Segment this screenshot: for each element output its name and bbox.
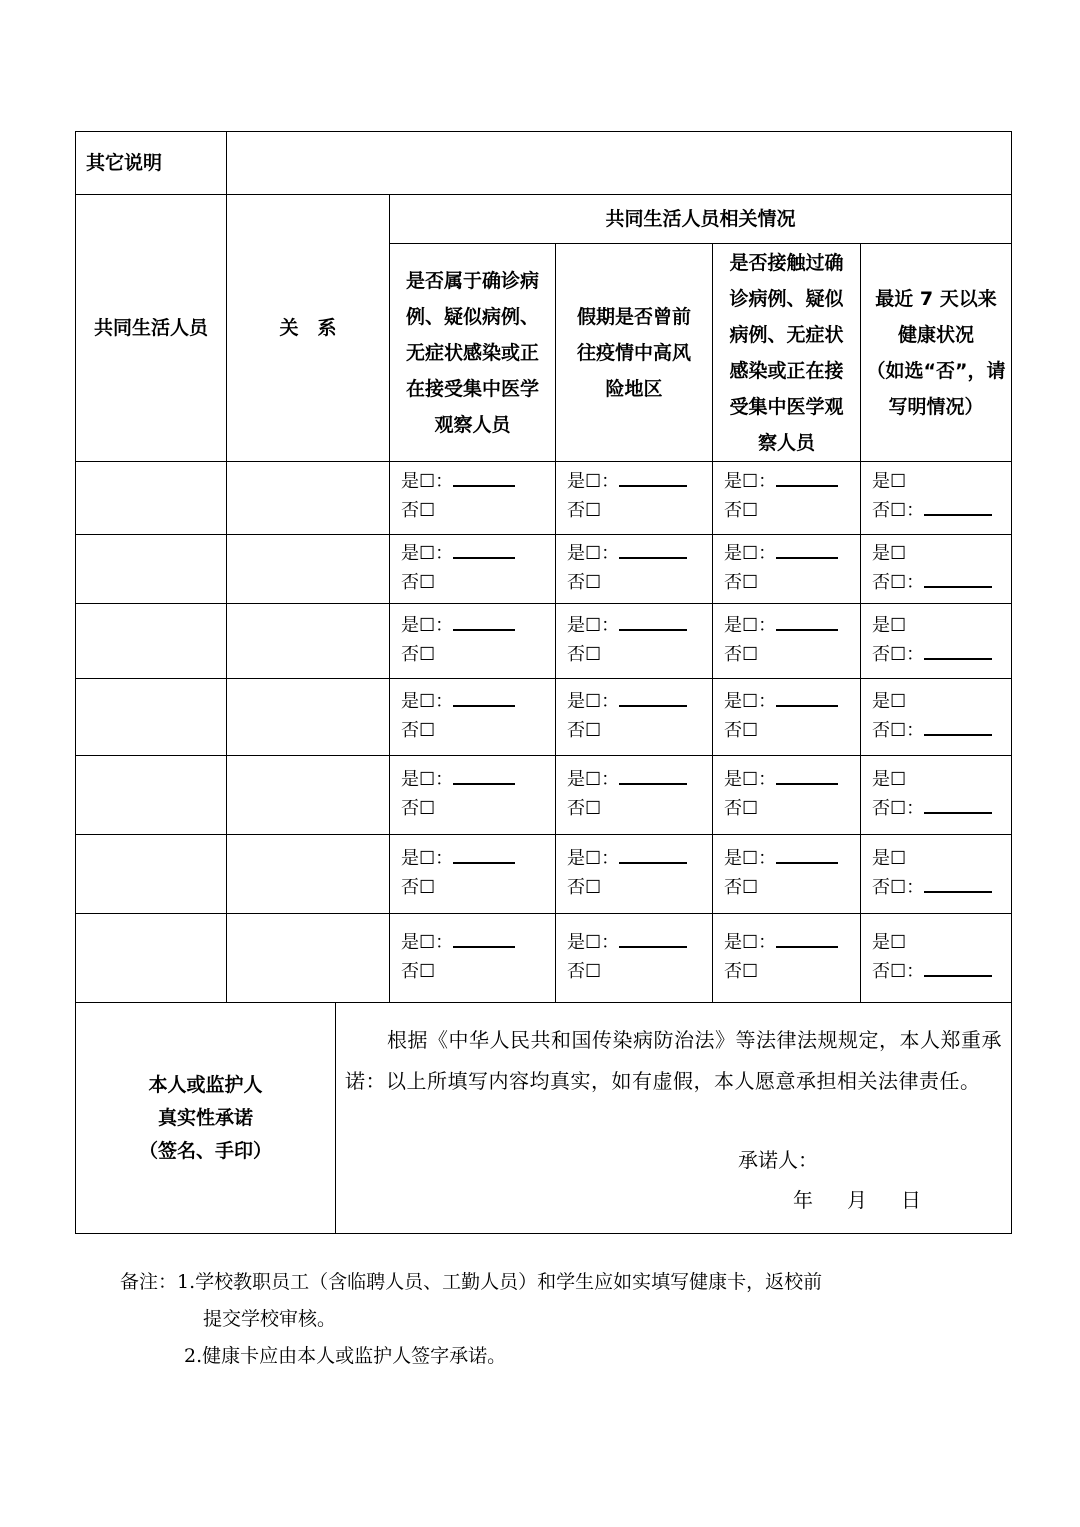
header-line: 是否属于确诊病 — [405, 269, 539, 292]
yes-checkbox-label: 是☐： — [724, 471, 777, 492]
table-border-right — [1011, 131, 1012, 1234]
no-option[interactable] — [872, 641, 992, 669]
member-name-field[interactable] — [76, 929, 226, 989]
yes-checkbox-label: 是☐： — [567, 543, 620, 564]
pledge-label — [76, 1003, 335, 1233]
yes-option[interactable] — [872, 766, 906, 794]
yes-option[interactable] — [567, 612, 687, 640]
no-option[interactable] — [567, 717, 601, 745]
no-option[interactable] — [401, 795, 435, 823]
no-checkbox-label: 否☐ — [567, 877, 602, 898]
header-line: 观察人员 — [434, 413, 511, 436]
yes-option[interactable] — [872, 468, 906, 496]
fill-in-blank[interactable] — [776, 846, 838, 864]
fill-in-blank[interactable] — [619, 846, 687, 864]
header-line: 察人员 — [757, 431, 815, 454]
day-label: 日 — [901, 1188, 921, 1212]
remarks — [120, 1264, 822, 1375]
year-label: 年 — [793, 1188, 813, 1212]
header-line: 健康状况 — [897, 323, 974, 346]
yes-option[interactable] — [724, 540, 838, 568]
yes-option[interactable] — [872, 612, 906, 640]
fill-in-blank[interactable] — [924, 642, 992, 660]
relation-field[interactable] — [227, 929, 389, 989]
remark-line-1: 备注：1.学校教职员工（含临聘人员、工勤人员）和学生应如实填写健康卡，返校前 — [120, 1271, 823, 1293]
no-checkbox-label: 否☐ — [401, 500, 436, 521]
no-option[interactable] — [872, 569, 992, 597]
yes-checkbox-label: 是☐： — [401, 691, 454, 712]
table-border-bottom — [75, 1233, 1012, 1234]
no-option[interactable] — [724, 497, 758, 525]
no-checkbox-label: 否☐： — [872, 644, 925, 665]
no-checkbox-label: 否☐： — [872, 500, 925, 521]
relation-field[interactable] — [227, 468, 389, 528]
no-checkbox-label: 否☐ — [567, 798, 602, 819]
no-checkbox-label: 否☐ — [401, 798, 436, 819]
fill-in-blank[interactable] — [453, 930, 515, 948]
yes-option[interactable] — [724, 929, 838, 957]
fill-in-blank[interactable] — [924, 959, 992, 977]
yes-checkbox-label: 是☐： — [567, 769, 620, 790]
no-checkbox-label: 否☐： — [872, 798, 925, 819]
yes-checkbox-label: 是☐： — [401, 471, 454, 492]
no-option[interactable] — [567, 497, 601, 525]
header-line: 假期是否曾前 — [576, 305, 691, 328]
header-line: 往疫情中高风 — [576, 341, 691, 364]
pledge-label-line: 本人或监护人 — [148, 1073, 263, 1096]
yes-checkbox-label: 是☐： — [401, 543, 454, 564]
yes-checkbox-label: 是☐： — [567, 691, 620, 712]
no-checkbox-label: 否☐ — [724, 720, 759, 741]
no-option[interactable] — [724, 641, 758, 669]
fill-in-blank[interactable] — [776, 469, 838, 487]
no-option[interactable] — [872, 717, 992, 745]
table-line — [75, 755, 1012, 756]
yes-checkbox-label: 是☐： — [567, 615, 620, 636]
yes-option[interactable] — [567, 540, 687, 568]
relation-field[interactable] — [227, 845, 389, 905]
fill-in-blank[interactable] — [619, 930, 687, 948]
header-line: （如选“否”，请 — [866, 359, 1006, 382]
yes-option[interactable] — [724, 766, 838, 794]
no-option[interactable] — [567, 874, 601, 902]
relation-header: 关 系 — [279, 317, 337, 339]
no-checkbox-label: 否☐ — [401, 961, 436, 982]
yes-option[interactable] — [401, 468, 515, 496]
fill-in-blank[interactable] — [453, 541, 515, 559]
pledge-label-line: （签名、手印） — [138, 1139, 272, 1162]
no-option[interactable] — [567, 641, 601, 669]
yes-checkbox-label: 是☐： — [401, 769, 454, 790]
header-line: 受集中医学观 — [729, 395, 844, 418]
member-name-field[interactable] — [76, 468, 226, 528]
no-option[interactable] — [401, 874, 435, 902]
yes-checkbox-label: 是☐ — [872, 769, 907, 790]
yes-checkbox-label: 是☐ — [872, 615, 907, 636]
fill-in-blank[interactable] — [776, 930, 838, 948]
household-member-header: 共同生活人员 — [93, 317, 208, 339]
yes-checkbox-label: 是☐： — [567, 848, 620, 869]
no-checkbox-label: 否☐ — [724, 961, 759, 982]
yes-checkbox-label: 是☐： — [401, 615, 454, 636]
member-name-field[interactable] — [76, 766, 226, 826]
yes-checkbox-label: 是☐： — [724, 691, 777, 712]
no-option[interactable] — [567, 958, 601, 986]
table-line — [75, 461, 1012, 462]
no-checkbox-label: 否☐ — [724, 500, 759, 521]
yes-option[interactable] — [567, 468, 687, 496]
remark-line-2: 提交学校审核。 — [203, 1308, 337, 1330]
table-line — [75, 534, 1012, 535]
yes-checkbox-label: 是☐： — [401, 848, 454, 869]
fill-in-blank[interactable] — [453, 469, 515, 487]
yes-option[interactable] — [567, 766, 687, 794]
yes-option[interactable] — [724, 468, 838, 496]
no-checkbox-label: 否☐ — [401, 644, 436, 665]
no-checkbox-label: 否☐： — [872, 720, 925, 741]
pledge-label-line: 真实性承诺 — [157, 1106, 253, 1129]
yes-option[interactable] — [401, 845, 515, 873]
yes-checkbox-label: 是☐： — [401, 932, 454, 953]
header-line: 写明情况） — [888, 395, 984, 418]
yes-checkbox-label: 是☐： — [724, 932, 777, 953]
header-line: 例、疑似病例、 — [405, 305, 539, 328]
yes-checkbox-label: 是☐： — [567, 932, 620, 953]
contact-history-header — [713, 244, 860, 461]
no-checkbox-label: 否☐ — [567, 720, 602, 741]
no-option[interactable] — [724, 569, 758, 597]
yes-option[interactable] — [872, 540, 906, 568]
no-option[interactable] — [401, 569, 435, 597]
related-situation-header: 共同生活人员相关情况 — [605, 208, 796, 230]
no-option[interactable] — [872, 795, 992, 823]
yes-option[interactable] — [567, 929, 687, 957]
signer-label: 承诺人： — [738, 1148, 818, 1172]
yes-option[interactable] — [401, 540, 515, 568]
member-name-field[interactable] — [76, 540, 226, 600]
no-option[interactable] — [401, 497, 435, 525]
member-name-field[interactable] — [76, 612, 226, 672]
no-checkbox-label: 否☐ — [724, 644, 759, 665]
no-option[interactable] — [401, 958, 435, 986]
yes-checkbox-label: 是☐ — [872, 691, 907, 712]
no-checkbox-label: 否☐ — [567, 644, 602, 665]
no-option[interactable] — [401, 641, 435, 669]
yes-option[interactable] — [724, 845, 838, 873]
fill-in-blank[interactable] — [924, 796, 992, 814]
yes-option[interactable] — [567, 845, 687, 873]
yes-checkbox-label: 是☐ — [872, 471, 907, 492]
no-option[interactable] — [401, 717, 435, 745]
fill-in-blank[interactable] — [619, 469, 687, 487]
no-option[interactable] — [567, 569, 601, 597]
yes-checkbox-label: 是☐ — [872, 543, 907, 564]
fill-in-blank[interactable] — [619, 767, 687, 785]
header-line: 感染或正在接 — [729, 359, 844, 382]
other-notes-field[interactable] — [227, 132, 1011, 194]
no-checkbox-label: 否☐ — [724, 877, 759, 898]
pledge-text: 根据《中华人民共和国传染病防治法》等法律法规规定，本人郑重承诺：以上所填写内容均真实，如有虚假，本人愿意承担相关法律责任。 — [345, 1028, 1002, 1093]
yes-option[interactable] — [872, 929, 906, 957]
header-line: 在接受集中医学 — [405, 377, 539, 400]
yes-option[interactable] — [401, 612, 515, 640]
no-checkbox-label: 否☐ — [567, 961, 602, 982]
fill-in-blank[interactable] — [453, 846, 515, 864]
fill-in-blank[interactable] — [776, 689, 838, 707]
fill-in-blank[interactable] — [776, 613, 838, 631]
yes-option[interactable] — [401, 929, 515, 957]
table-line — [75, 678, 1012, 679]
table-line — [75, 834, 1012, 835]
yes-checkbox-label: 是☐： — [724, 769, 777, 790]
fill-in-blank[interactable] — [619, 689, 687, 707]
month-label: 月 — [847, 1188, 867, 1212]
no-checkbox-label: 否☐ — [401, 572, 436, 593]
fill-in-blank[interactable] — [619, 613, 687, 631]
fill-in-blank[interactable] — [776, 541, 838, 559]
no-checkbox-label: 否☐ — [724, 798, 759, 819]
header-line: 无症状感染或正 — [405, 341, 539, 364]
yes-option[interactable] — [401, 688, 515, 716]
table-line — [75, 603, 1012, 604]
no-checkbox-label: 否☐ — [567, 572, 602, 593]
confirmed-case-header — [390, 244, 555, 461]
health-status-header — [861, 244, 1011, 461]
high-risk-area-header — [556, 244, 712, 461]
fill-in-blank[interactable] — [924, 718, 992, 736]
remark-line-3: 2.健康卡应由本人或监护人签字承诺。 — [184, 1345, 507, 1367]
member-name-field[interactable] — [76, 845, 226, 905]
fill-in-blank[interactable] — [924, 498, 992, 516]
no-option[interactable] — [567, 795, 601, 823]
table-line — [75, 913, 1012, 914]
relation-field[interactable] — [227, 612, 389, 672]
member-name-field[interactable] — [76, 688, 226, 748]
no-option[interactable] — [724, 874, 758, 902]
yes-checkbox-label: 是☐ — [872, 932, 907, 953]
fill-in-blank[interactable] — [924, 570, 992, 588]
no-option[interactable] — [872, 874, 992, 902]
no-option[interactable] — [724, 795, 758, 823]
relation-field[interactable] — [227, 766, 389, 826]
header-line: 病例、无症状 — [729, 323, 844, 346]
header-line: 是否接触过确 — [729, 251, 844, 274]
fill-in-blank[interactable] — [453, 613, 515, 631]
no-option[interactable] — [724, 958, 758, 986]
yes-option[interactable] — [872, 688, 906, 716]
yes-option[interactable] — [567, 688, 687, 716]
yes-option[interactable] — [724, 612, 838, 640]
yes-checkbox-label: 是☐： — [724, 848, 777, 869]
fill-in-blank[interactable] — [776, 767, 838, 785]
no-checkbox-label: 否☐ — [401, 877, 436, 898]
no-option[interactable] — [724, 717, 758, 745]
table-line — [335, 1002, 336, 1233]
yes-checkbox-label: 是☐： — [567, 471, 620, 492]
relation-field[interactable] — [227, 540, 389, 600]
no-checkbox-label: 否☐： — [872, 572, 925, 593]
yes-option[interactable] — [724, 688, 838, 716]
yes-checkbox-label: 是☐： — [724, 543, 777, 564]
fill-in-blank[interactable] — [453, 689, 515, 707]
header-line: 诊病例、疑似 — [729, 287, 844, 310]
fill-in-blank[interactable] — [453, 767, 515, 785]
no-option[interactable] — [872, 958, 992, 986]
yes-checkbox-label: 是☐ — [872, 848, 907, 869]
yes-option[interactable] — [872, 845, 906, 873]
relation-field[interactable] — [227, 688, 389, 748]
header-line: 最近 7 天以来 — [875, 287, 997, 310]
no-checkbox-label: 否☐ — [724, 572, 759, 593]
header-line: 险地区 — [605, 377, 663, 400]
no-checkbox-label: 否☐ — [567, 500, 602, 521]
no-option[interactable] — [872, 497, 992, 525]
yes-option[interactable] — [401, 766, 515, 794]
fill-in-blank[interactable] — [619, 541, 687, 559]
no-checkbox-label: 否☐： — [872, 961, 925, 982]
no-checkbox-label: 否☐： — [872, 877, 925, 898]
no-checkbox-label: 否☐ — [401, 720, 436, 741]
other-notes-label: 其它说明 — [86, 152, 163, 174]
yes-checkbox-label: 是☐： — [724, 615, 777, 636]
fill-in-blank[interactable] — [924, 875, 992, 893]
signature-date — [793, 1184, 955, 1213]
